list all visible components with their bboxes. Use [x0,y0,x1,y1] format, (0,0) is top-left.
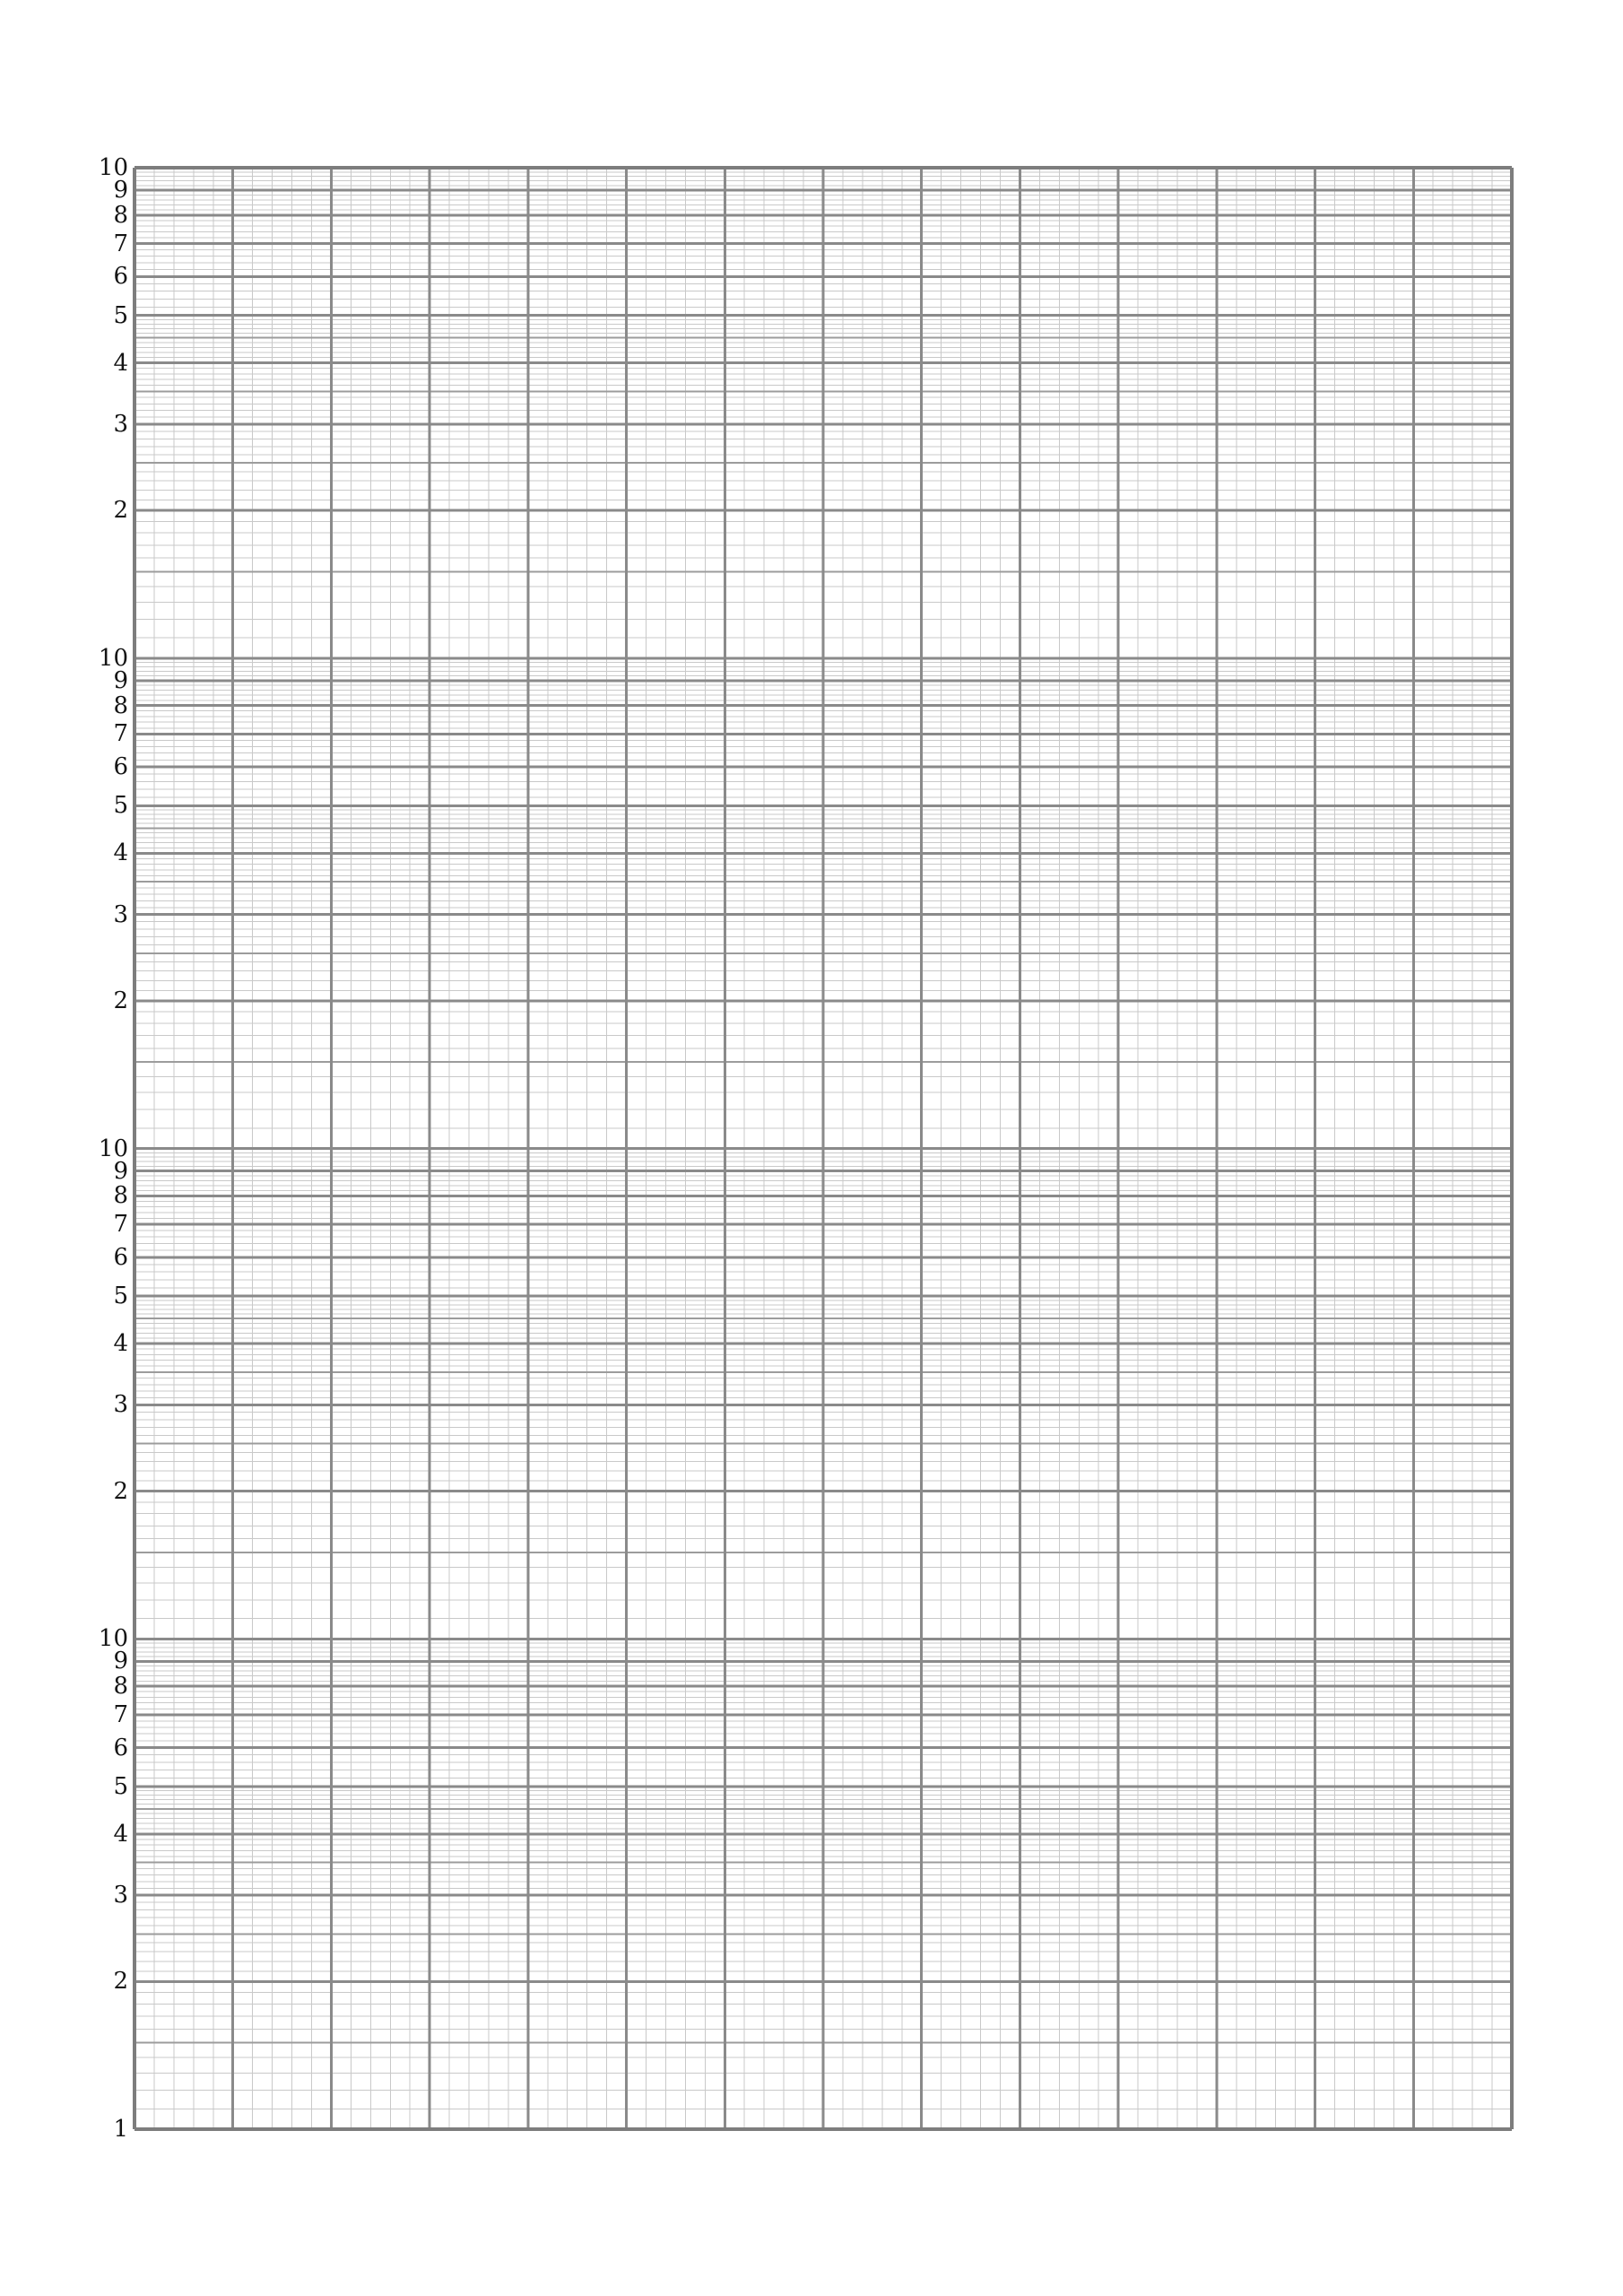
y-axis-label: 9 [113,1648,128,1675]
y-axis-label: 6 [113,1243,128,1271]
y-axis-label: 1 [113,2116,128,2143]
y-axis-label: 5 [113,792,128,820]
y-axis-label: 4 [113,349,128,377]
grid-major-lines [135,168,1512,2129]
y-axis-label: 8 [113,691,128,719]
y-axis-label: 10 [98,1135,128,1162]
y-axis-label: 9 [113,1157,128,1185]
y-axis-label: 2 [113,1968,128,1996]
y-axis-label: 3 [113,900,128,928]
y-axis-label: 7 [113,230,128,257]
y-axis-label: 10 [98,154,128,181]
y-axis-label: 6 [113,753,128,781]
y-axis-label: 6 [113,1734,128,1761]
y-axis-label: 9 [113,666,128,694]
y-axis-label: 8 [113,1182,128,1210]
y-axis-label: 2 [113,1477,128,1505]
y-axis-label: 10 [98,644,128,672]
y-axis-label: 5 [113,1772,128,1800]
y-axis-label: 8 [113,1673,128,1700]
y-axis-label: 4 [113,1820,128,1848]
y-axis-label: 3 [113,410,128,438]
y-axis-label: 9 [113,177,128,204]
y-axis-label: 5 [113,1283,128,1310]
y-axis-label: 3 [113,1882,128,1909]
y-axis-label: 7 [113,1700,128,1728]
y-axis-label: 7 [113,1211,128,1239]
y-axis-label: 2 [113,497,128,525]
y-axis-label: 4 [113,839,128,867]
y-axis-label: 6 [113,263,128,291]
y-axis-label: 4 [113,1330,128,1358]
y-axis-label: 2 [113,987,128,1014]
y-axis-label: 8 [113,201,128,229]
y-axis-label: 10 [98,1625,128,1653]
y-axis-label: 5 [113,301,128,329]
y-axis-label: 3 [113,1391,128,1419]
y-axis-label: 7 [113,720,128,748]
